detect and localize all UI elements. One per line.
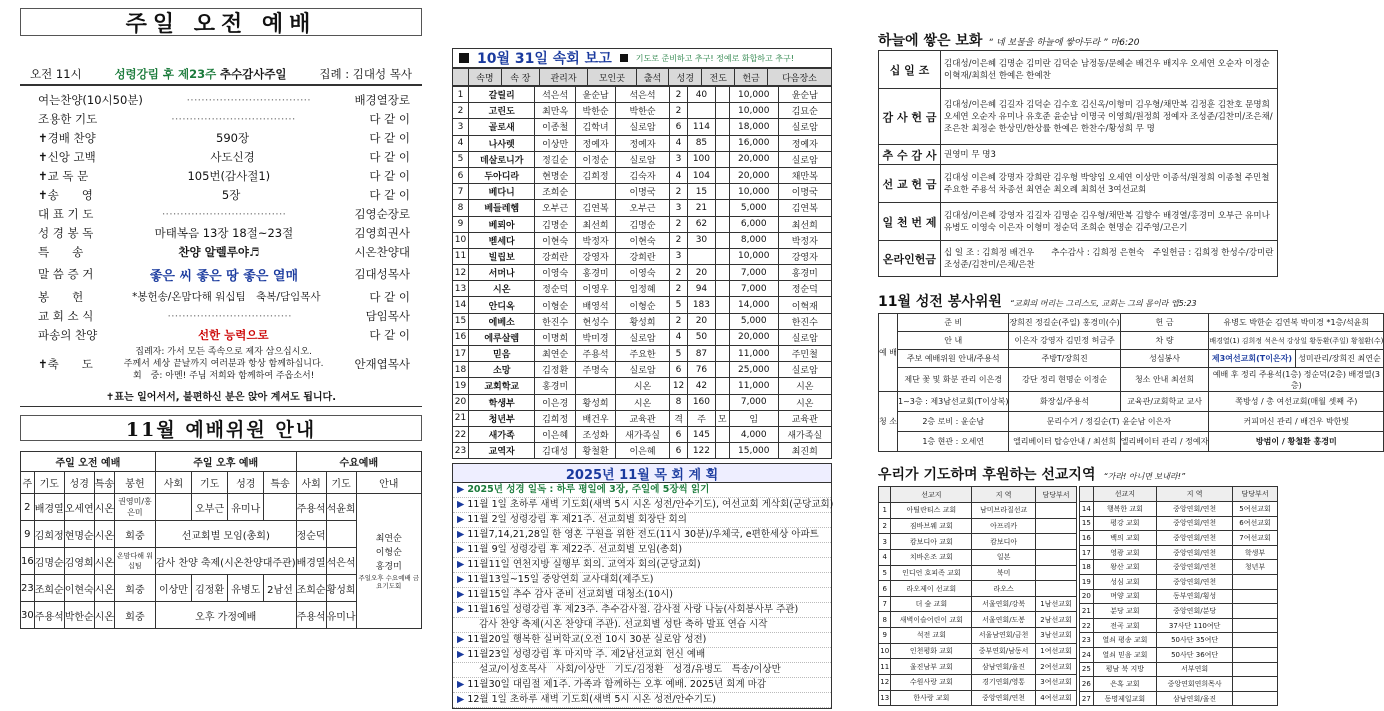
- mission-row: 13 한사랑 교회 중앙연회/연천 4여선교회: [879, 690, 1077, 706]
- arrow-icon: ▶: [457, 679, 465, 691]
- order-item: ✝송 영 5장 다 같 이: [38, 187, 410, 202]
- mission-row: 9 석전 교회 서울남연회/금천 3남선교회: [879, 628, 1077, 644]
- mission-row: 1 아틸란티스 교회 남미브라질선교: [879, 503, 1077, 519]
- mission-row: 12 수원사랑 교회 경기연회/영통 3여선교회: [879, 674, 1077, 690]
- plan-item: ▶ 11월7,14,21,28일 한 영혼 구원을 위한 전도(11시 30분)/우체국, e편한세상 아파트: [453, 528, 831, 543]
- order-item: 특 송 찬양 알렐루야♬ 시온찬양대: [38, 244, 410, 259]
- plan-item: ▶ 2025년 성경 일독 : 하루 평일에 3장, 주일에 5장씩 읽기: [453, 483, 831, 498]
- arrow-icon: ▶: [457, 694, 465, 706]
- mission-row: 2 짐바브웨 교회 아프리카: [879, 518, 1077, 534]
- standing-footnote: ✝표는 일어서서, 불편하신 분은 앉아 계셔도 됩니다.: [20, 384, 422, 407]
- offering-row: 선 교 헌 금 김대성 이은혜 강명자 강희란 김우형 박양임 오세연 이상만 이종석/원정희 이종철 주민철 주요한 주용석 차종선 최연순 최오례 최희선 3여선교회: [879, 165, 1278, 203]
- meeting-row: 13 시온 정순덕 이영우 임정혜 2 94 7,000 정순덕: [453, 281, 832, 297]
- meeting-row: 20 학생부 이은경 황성희 시온 8 160 7,000 시온: [453, 394, 832, 410]
- order-item: 대 표 기 도 ·································· 김영순장로: [38, 206, 410, 221]
- mission-row: 6 라오제이 선교회 라오스: [879, 581, 1077, 597]
- meeting-row: 19 교회학교 홍경미 시온 12 42 11,000 시온: [453, 378, 832, 394]
- mission-row: 24 열쇠 믿음 교회 50사단 36여단: [1080, 647, 1278, 662]
- order-item: 봉 헌 *봉헌송/온맘다해 워십팀 축복/담임목사 다 같 이: [38, 289, 410, 304]
- order-item: ✝경배 찬양 590장 다 같 이: [38, 130, 410, 145]
- mission-row: 17 영광 교회 중앙연회/연천 학생부: [1080, 545, 1278, 560]
- mission-row: 8 새벽이슬어린이 교회 서울연회/도봉 2남선교회: [879, 612, 1077, 628]
- meeting-row: 1 갈릴리 석은석 윤순남 석은석 2 40 10,000 윤순남: [453, 87, 832, 103]
- order-item: 말 씀 증 거 좋은 씨 좋은 땅 좋은 열매 김대성목사: [38, 267, 410, 284]
- duty-table: 주일 오전 예배 주일 오후 예배 수요예배 주 기도 성경 특송 봉헌 사회 기도 성경 특송 사회 기도 안내 2 배경열 오세연 시온 권영미/홍은미 오부근 유미나 주용석 석윤희 최연순 이형순 홍경미 주일오후 수요예배 금요기도회 9 김희정 현명순 시온 회중 선교회별 모임(총회) 정순덕 16 김명순 김영희 시온 온맘다해 워십팀 감사 찬양 축제(시온찬양대주관) 배경열 석은석 23 조희순 이현숙 시온 회중 이상만 김정환 유병도 2남선 조희순 황성희 30 주용석 박한순 시온 회중 오후 가정예배 주용석 유미나: [20, 451, 422, 629]
- mission-row: 11 울진남부 교회 삼남연회/울진 2여선교회: [879, 659, 1077, 675]
- meeting-row: 17 믿음 최연순 주용석 주요한 5 87 11,000 주민철: [453, 346, 832, 362]
- worship-time: 오전 11시: [30, 67, 82, 81]
- arrow-icon: ▶: [457, 484, 465, 496]
- column-worship: [20, 0, 422, 629]
- duty-row: 30 주용석 박한순 시온 회중 오후 가정예배 주용석 유미나: [21, 602, 422, 629]
- worship-title: 주일 오전 예배: [125, 10, 317, 37]
- meeting-title: 10월 31일 속회 보고: [477, 51, 612, 67]
- arrow-icon: ▶: [457, 529, 465, 541]
- mission-row: 25 평남 북 지방 서부연회: [1080, 662, 1278, 677]
- mission-row: 16 백의 교회 중앙연회/연천 7여선교회: [1080, 531, 1278, 546]
- meeting-row: 6 두아디라 현명순 김희정 김숙자 4 104 20,000 채만복: [453, 167, 832, 183]
- order-item: 성 경 봉 독 마태복음 13장 18절~23절 김영희권사: [38, 225, 410, 240]
- offering-quote: “ 네 보물을 하늘에 쌓아두라 ” 마6:20: [988, 38, 1140, 48]
- meeting-row: 21 청년부 김희정 배건우 교육관 격 주 모 임 교육관: [453, 410, 832, 426]
- plan-item: ▶ 11월20일 행복한 실버학교(오전 10시 30분 실로암 성전): [453, 633, 831, 648]
- order-item: 조용한 기도 ·································· 다 같 이: [38, 111, 410, 126]
- duty-row: 2 배경열 오세연 시온 권영미/홍은미 오부근 유미나 주용석 석윤희 최연순 이형순 홍경미 주일오후 수요예배 금요기도회: [21, 494, 422, 521]
- meeting-row: 18 소망 김정환 주명숙 실로암 6 76 25,000 실로암: [453, 362, 832, 378]
- worship-leader: 집례 : 김대성 목사: [319, 67, 412, 81]
- mission-row: 19 성심 교회 중앙연회/연천: [1080, 574, 1278, 589]
- order-item: 교 회 소 식 ·································· 담임목사: [38, 308, 410, 323]
- mission-quote: “가라! 아니면 보내라!”: [1103, 472, 1186, 481]
- meeting-row: 14 안디옥 이형순 배영석 이형순 5 183 14,000 이혁재: [453, 297, 832, 313]
- meeting-row: 12 서머나 이영숙 홍경미 이영숙 2 20 7,000 홍경미: [453, 265, 832, 281]
- meeting-row: 15 에베소 한진수 현성수 황성희 2 20 5,000 한진수: [453, 313, 832, 329]
- mission-table-right: 선교지 지 역 담당부서 14 행복한 교회 중앙연회/연천 5여선교회 15 평강 교회 중앙연회/연천 6여선교회 16 백의 교회 중앙연회/연천 7여선교회 17 영광 교회 중앙연회/연천 학생부 18 왕산 교회 중앙연회/연천 청년부 19 성심 교회 중앙연회/연천 20 며양 교회 동부연회/횡성 21 분당 교회 중앙연회/분당 22 전곡 교회 37사단 110여단 23 열쇠 평송 교회 50사단 35여단 24 열쇠 믿음 교회 50사단 36여단 25 평남 북 지방 서부연회 26 은혹 교회 중앙연회연희목사 27 동명제일교회 삼남연회/울진: [1079, 486, 1278, 706]
- worship-event: 추수감사주일: [219, 67, 287, 81]
- plan-item: 감사 찬양 축제(시온 찬양대 주관). 선교회별 성탄 축하 발표 연습 시작: [453, 618, 831, 633]
- mission-row: 3 캄보디아 교회 캄보디아: [879, 534, 1077, 550]
- meeting-row: 9 베뢰아 김명순 최선희 김명순 2 62 6,000 최선희: [453, 216, 832, 232]
- meeting-rows: [452, 86, 832, 459]
- meeting-table: 속명 속 장 관리자 모인곳 출석 성경 전도 헌금 다음장소: [452, 68, 832, 86]
- arrow-icon: ▶: [457, 499, 465, 511]
- plan-item: ▶ 11월15일 추수 감사 준비 선교회별 대청소(10시): [453, 588, 831, 603]
- mission-row: 15 평강 교회 중앙연회/연천 6여선교회: [1080, 516, 1278, 531]
- meeting-row: 23 교역자 김대성 황철환 이은혜 6 122 15,000 최진희: [453, 443, 832, 459]
- arrow-icon: ▶: [457, 574, 465, 586]
- duty-row: 9 김희정 현명순 시온 회중 선교회별 모임(총회) 정순덕: [21, 521, 422, 548]
- duty-row: 23 조희순 이현숙 시온 회중 이상만 김정환 유병도 2남선 조희순 황성희: [21, 575, 422, 602]
- plan-item: ▶ 11월23일 성령강림 후 마지막 주. 제2남선교회 헌신 예배: [453, 648, 831, 663]
- offering-table: [878, 50, 1278, 277]
- mission-row: 18 왕산 교회 중앙연회/연천 청년부: [1080, 560, 1278, 575]
- order-of-worship: [20, 90, 422, 384]
- square-icon: [459, 53, 469, 63]
- plan-list: [452, 483, 832, 709]
- arrow-icon: ▶: [457, 559, 465, 571]
- service-table: 예 배 준 비 장희진 정길순(주일) 홍경미(수) 헌 금 유병도 박한순 김연복 박미경 *1층/석윤희 안 내 이은자 강영자 김민정 허금주 차 량 배경열(1) 김희정 석은석 강상일 황동환(주일) 황철환(수) 주보 예배위원 안내/주용석 주방T/장희진 성심봉사 제3여선교회(T이은자) 성미관리/장희진 최연순 제단 꽃 및 화분 관리 이은경 강단 정리 현명순 이정순 청소 안내 최선희 예배 후 정리 주용석(1층) 정순덕(2층) 배경열(3층) 청 소 1~3층 : 제3남선교회(T이상복) 화장실/주용석 교육관/교회학교 교사 쪽방성 / 총 여선교회(매월 셋째 주) 2층 로비 : 윤순남 문리수거 / 정길순(T) 윤순남 이은자 커피머신 관리 / 배건우 박한빛 1층 현관 : 오세연 엘리베이터 탑승안내 / 최선희 엘리베이터 관리 / 정예자 방범이 / 황철환 홍경미: [878, 313, 1384, 452]
- mission-row: 10 인천평화 교회 중부연회/남동서 1여선교회: [879, 643, 1077, 659]
- offering-row: 일 천 번 제 김대성/이은혜 강영자 김길자 김명순 김우형/채만복 김향수 배경열/홍경미 오부근 유미나 유병도 이영숙 이은자 이형미 정순덕 조희순 현명순 김주영/고은기: [879, 203, 1278, 241]
- meeting-row: 8 베들레헴 오부근 김연복 오부근 3 21 5,000 김연복: [453, 200, 832, 216]
- meeting-row: 11 빌립보 강희란 강영자 강희란 3 10,000 강영자: [453, 248, 832, 264]
- arrow-icon: ▶: [457, 514, 465, 526]
- meeting-row: 2 고린도 최만옥 박한순 박한순 2 10,000 김묘순: [453, 103, 832, 119]
- plan-item: ▶ 12월 1일 초하루 새벽 기도회(새벽 5시 시온 성전/안수기도): [453, 693, 831, 708]
- mission-row: 20 며양 교회 동부연회/횡성: [1080, 589, 1278, 604]
- order-item: 여는찬양(10시50분) ·································· 배경열장로: [38, 92, 410, 107]
- plan-item: ▶ 11월13일~15일 중앙연회 교사대회(제주도): [453, 573, 831, 588]
- plan-item: ▶ 11월 2일 성령강림 후 제21주. 선교회별 회장단 회의: [453, 513, 831, 528]
- offering-row: 십 일 조 김대성/이은혜 김명순 김미란 김덕순 남정동/문혜순 배건우 배지우 오세연 오순자 이정순 이혁재/최희선 한예은 한예찬: [879, 51, 1278, 89]
- mission-row: 22 전곡 교회 37사단 110여단: [1080, 618, 1278, 633]
- benediction-line: 집례자: 가서 모든 족속으로 제자 삼으십시오.: [135, 347, 312, 357]
- offering-row: 온라인헌금 십 일 조 : 김희정 배건우 추수감사 : 김희정 은현숙 주일헌금 : 김희정 한성수/강미란 조성준/김찬미/은채/은찬: [879, 241, 1278, 277]
- meeting-row: 3 골로새 이종철 김학녀 실로암 6 114 18,000 실로암: [453, 119, 832, 135]
- meeting-row: 7 베다니 조희순 이명국 2 15 10,000 이명국: [453, 184, 832, 200]
- mission-row: 26 은혹 교회 중앙연회연희목사: [1080, 677, 1278, 692]
- order-item: 파송의 찬양 선한 능력으로 다 같 이: [38, 327, 410, 342]
- plan-item: 설교/이성호목사 사회/이상만 기도/김정환 성경/유병도 특송/이상만: [453, 663, 831, 678]
- mission-row: 27 동명제일교회 삼남연회/울진: [1080, 691, 1278, 706]
- mission-table-left: 선교지 지 역 담당부서 1 아틸란티스 교회 남미브라질선교 2 짐바브웨 교회 아프리카 3 캄보디아 교회 캄보디아 4 치바온조 교회 일본 5 인디언 호피족 교회 북미 6 라오제이 선교회 라오스 7 더 숲 교회 서울연회/강북 1남선교회 8 새벽이슬어린이 교회 서울연회/도봉 2남선교회 9 석전 교회 서울남연회/금천 3남선교회 10 인천평화 교회 중부연회/남동서 1여선교회 11 울진남부 교회 삼남연회/울진 2여선교회 12 수원사랑 교회 경기연회/영통 3여선교회 13 한사랑 교회 중앙연회/연천 4여선교회: [878, 486, 1077, 706]
- service-quote: “교회의 머리는 그리스도, 교회는 그의 몸이라 엡5:23: [1009, 299, 1197, 308]
- plan-item: ▶ 11월 1일 초하루 새벽 기도회(새벽 5시 시온 성전/안수기도), 여선교회 게삭회(군당교회): [453, 498, 831, 513]
- mission-row: 21 분당 교회 중앙연회/분당: [1080, 604, 1278, 619]
- arrow-icon: ▶: [457, 544, 465, 556]
- offering-title: 하늘에 쌓은 보화: [878, 33, 983, 49]
- plan-item: ▶ 11월 9일 성령강림 후 제22주. 선교회별 모임(총회): [453, 543, 831, 558]
- arrow-icon: ▶: [457, 589, 465, 601]
- column-meeting: [452, 0, 832, 709]
- meeting-row: 16 에루살렘 이명희 박미경 실로암 4 50 20,000 실로암: [453, 329, 832, 345]
- mission-row: 5 인디언 호피족 교회 북미: [879, 565, 1077, 581]
- offering-row: 추 수 감 사 권영미 무 명3: [879, 145, 1278, 165]
- mission-title: 우리가 기도하며 후원하는 선교지역: [878, 467, 1096, 483]
- meeting-motto: 기도로 준비하고 추구! 정예로 화합하고 추구!: [635, 53, 794, 63]
- meeting-row: 4 나사렛 이상만 정예자 정예자 4 85 16,000 정예자: [453, 135, 832, 151]
- meeting-row: 22 새가족 이은혜 조성화 새가족실 6 145 4,000 새가족실: [453, 426, 832, 442]
- benediction-line: 주께서 세상 끝날까지 여러분과 항상 함께하십니다.: [123, 359, 324, 369]
- mission-row: 4 치바온조 교회 일본: [879, 549, 1077, 565]
- plan-item: ▶ 11월16일 성령강림 후 제23주. 추수감사절. 감사절 사랑 나눔(사회봉사부 주관): [453, 603, 831, 618]
- order-item: ✝교 독 문 105번(감사절1) 다 같 이: [38, 168, 410, 183]
- order-item: ✝축 도 집례자: 가서 모든 족속으로 제자 삼으십시오. 주께서 세상 끝날까지 여러분과 항상 함께하십니다. 회 중: 아멘! 주님 저희와 함께하여 주옵소서! 안재엽목사: [38, 347, 410, 381]
- offering-row: 감 사 헌 금 김대성/이은혜 김길자 김덕순 김수호 김신옥/이형미 김우형/채만복 김정훈 김찬호 문명희 오세연 오순자 유미나 유호준 윤순남 이명국 이영희/원정희 정예자 조성준/김찬미/조은채/조은찬 최정순 한상민/한상률 한예은 한찬수/황성희 무 명: [879, 89, 1278, 145]
- worship-season: 성령강림 후 제23주: [114, 67, 217, 81]
- mission-row: 23 열쇠 평송 교회 50사단 35여단: [1080, 633, 1278, 648]
- duty-title: 11월 예배위원 안내: [125, 418, 317, 441]
- square-icon: [620, 54, 628, 62]
- arrow-icon: ▶: [457, 649, 465, 661]
- column-offering: [878, 0, 1384, 706]
- arrow-icon: ▶: [457, 634, 465, 646]
- duty-row: 16 김명순 김영희 시온 온맘다해 워십팀 감사 찬양 축제(시온찬양대주관) 배경열 석은석: [21, 548, 422, 575]
- order-item: ✝신앙 고백 사도신경 다 같 이: [38, 149, 410, 164]
- meeting-row: 5 데살로니가 정길순 이정순 실로암 3 100 20,000 실로암: [453, 151, 832, 167]
- mission-row: 7 더 숲 교회 서울연회/강북 1남선교회: [879, 596, 1077, 612]
- meeting-row: 10 벧세다 이현숙 박정자 이현숙 2 30 8,000 박정자: [453, 232, 832, 248]
- mission-row: 14 행복한 교회 중앙연회/연천 5여선교회: [1080, 502, 1278, 517]
- benediction-line: 회 중: 아멘! 주님 저희와 함께하여 주옵소서!: [132, 371, 315, 381]
- service-title: 11월 성전 봉사위원: [878, 294, 1002, 310]
- plan-item: ▶ 11월30일 대림절 제1주. 가족과 함께하는 오후 예배. 2025년 희계 마감: [453, 678, 831, 693]
- plan-title: 2025년 11월 목 회 계 획: [565, 467, 719, 483]
- plan-item: ▶ 11월11일 연천지방 실행부 회의. 교역자 회의(군당교회): [453, 558, 831, 573]
- arrow-icon: ▶: [457, 604, 465, 616]
